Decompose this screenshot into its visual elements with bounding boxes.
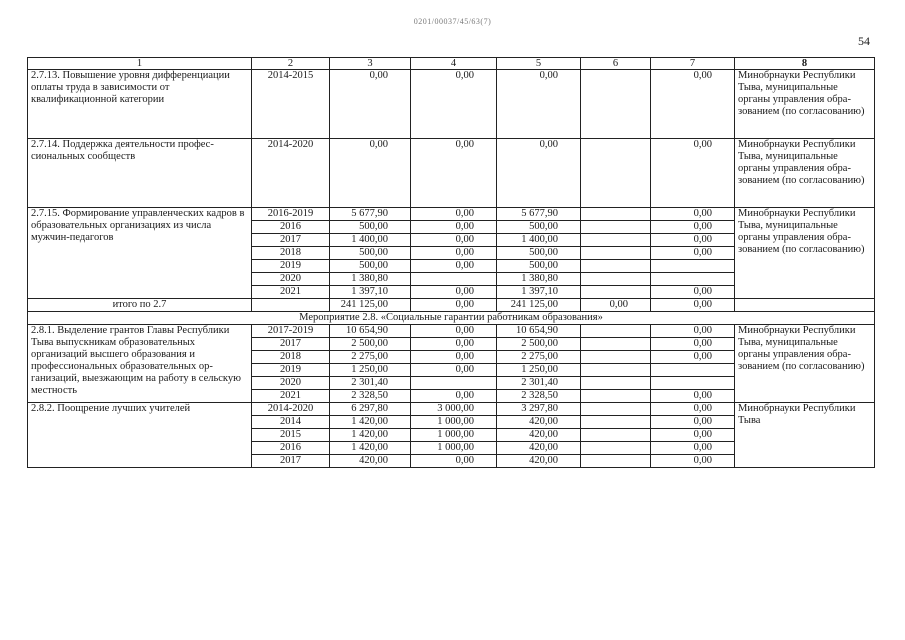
table-row xyxy=(28,403,875,416)
amount-municipal-cell xyxy=(581,377,651,390)
amount-republic-cell: 1 380,80 xyxy=(497,273,581,286)
period-cell: 2016 xyxy=(252,221,330,234)
amount-total-cell: 1 420,00 xyxy=(330,429,411,442)
amount-federal-cell: 0,00 xyxy=(411,364,497,377)
column-number-row xyxy=(28,58,875,70)
period-cell: 2014 xyxy=(252,416,330,429)
amount-republic-cell: 2 301,40 xyxy=(497,377,581,390)
budget-table-container xyxy=(27,57,875,468)
amount-other-cell: 0,00 xyxy=(651,442,735,455)
amount-municipal-cell xyxy=(581,260,651,273)
column-number: 1 xyxy=(28,58,252,70)
amount-municipal-cell xyxy=(581,364,651,377)
amount-other-cell: 0,00 xyxy=(651,403,735,416)
amount-municipal-cell xyxy=(581,70,651,139)
budget-table xyxy=(27,57,875,468)
amount-total-cell: 1 380,80 xyxy=(330,273,411,286)
amount-republic-cell: 500,00 xyxy=(497,221,581,234)
amount-other-cell: 0,00 xyxy=(651,247,735,260)
amount-republic-cell: 2 275,00 xyxy=(497,351,581,364)
amount-republic-cell: 500,00 xyxy=(497,260,581,273)
column-number: 2 xyxy=(252,58,330,70)
table-row xyxy=(28,70,875,139)
amount-municipal-cell xyxy=(581,429,651,442)
total-amount: 0,00 xyxy=(411,299,497,312)
amount-federal-cell: 0,00 xyxy=(411,70,497,139)
amount-total-cell: 500,00 xyxy=(330,221,411,234)
amount-municipal-cell xyxy=(581,234,651,247)
amount-municipal-cell xyxy=(581,273,651,286)
table-row xyxy=(28,325,875,338)
period-cell: 2017-2019 xyxy=(252,325,330,338)
total-period xyxy=(252,299,330,312)
column-number: 8 xyxy=(735,58,875,70)
amount-total-cell: 2 275,00 xyxy=(330,351,411,364)
amount-other-cell xyxy=(651,260,735,273)
amount-republic-cell: 2 328,50 xyxy=(497,390,581,403)
amount-total-cell: 0,00 xyxy=(330,139,411,208)
amount-federal-cell: 0,00 xyxy=(411,247,497,260)
amount-total-cell: 1 420,00 xyxy=(330,416,411,429)
amount-federal-cell: 0,00 xyxy=(411,351,497,364)
amount-municipal-cell xyxy=(581,221,651,234)
period-cell: 2017 xyxy=(252,455,330,468)
responsible-executor: Минобрнауки Республики Тыва xyxy=(735,403,875,468)
amount-republic-cell: 0,00 xyxy=(497,139,581,208)
section-title: Мероприятие 2.8. «Социальные гарантии работникам образования» xyxy=(28,312,875,325)
amount-federal-cell: 0,00 xyxy=(411,286,497,299)
empty-cell xyxy=(735,299,875,312)
amount-federal-cell: 0,00 xyxy=(411,221,497,234)
amount-republic-cell: 10 654,90 xyxy=(497,325,581,338)
amount-republic-cell: 420,00 xyxy=(497,416,581,429)
responsible-executor: Минобрнауки Республики Тыва, муниципальные органы управления образованием (по согласованию) xyxy=(735,208,875,299)
amount-federal-cell xyxy=(411,273,497,286)
amount-municipal-cell xyxy=(581,403,651,416)
amount-federal-cell: 0,00 xyxy=(411,390,497,403)
amount-republic-cell: 2 500,00 xyxy=(497,338,581,351)
amount-total-cell: 1 400,00 xyxy=(330,234,411,247)
measure-name: 2.8.1. Выделение грантов Главы Республики Тыва выпускникам образовательных организаций высшего образования и профессиональных образовательных организаций, выезжающим на работу в сельскую местность xyxy=(28,325,252,403)
amount-municipal-cell xyxy=(581,325,651,338)
amount-federal-cell: 3 000,00 xyxy=(411,403,497,416)
period-cell: 2019 xyxy=(252,364,330,377)
column-number: 4 xyxy=(411,58,497,70)
amount-other-cell: 0,00 xyxy=(651,390,735,403)
total-amount: 0,00 xyxy=(581,299,651,312)
amount-total-cell: 0,00 xyxy=(330,70,411,139)
amount-other-cell: 0,00 xyxy=(651,286,735,299)
measure-name: 2.7.14. Поддержка деятельности профессиональных сообществ xyxy=(28,139,252,208)
period-cell: 2016 xyxy=(252,442,330,455)
period-cell: 2014-2020 xyxy=(252,139,330,208)
period-cell: 2018 xyxy=(252,247,330,260)
period-cell: 2020 xyxy=(252,377,330,390)
column-number: 7 xyxy=(651,58,735,70)
amount-other-cell xyxy=(651,364,735,377)
amount-municipal-cell xyxy=(581,390,651,403)
column-number: 6 xyxy=(581,58,651,70)
section-title-row xyxy=(28,312,875,325)
total-amount: 241 125,00 xyxy=(497,299,581,312)
amount-municipal-cell xyxy=(581,208,651,221)
period-cell: 2017 xyxy=(252,338,330,351)
amount-federal-cell: 0,00 xyxy=(411,139,497,208)
amount-total-cell: 2 500,00 xyxy=(330,338,411,351)
amount-other-cell: 0,00 xyxy=(651,416,735,429)
amount-municipal-cell xyxy=(581,455,651,468)
amount-other-cell xyxy=(651,273,735,286)
period-cell: 2014-2020 xyxy=(252,403,330,416)
amount-federal-cell: 0,00 xyxy=(411,455,497,468)
amount-other-cell: 0,00 xyxy=(651,234,735,247)
period-cell: 2018 xyxy=(252,351,330,364)
period-cell: 2014-2015 xyxy=(252,70,330,139)
amount-municipal-cell xyxy=(581,351,651,364)
amount-municipal-cell xyxy=(581,338,651,351)
amount-municipal-cell xyxy=(581,416,651,429)
period-cell: 2019 xyxy=(252,260,330,273)
period-cell: 2015 xyxy=(252,429,330,442)
amount-total-cell: 500,00 xyxy=(330,260,411,273)
amount-republic-cell: 420,00 xyxy=(497,442,581,455)
amount-federal-cell: 0,00 xyxy=(411,325,497,338)
amount-republic-cell: 0,00 xyxy=(497,70,581,139)
amount-total-cell: 420,00 xyxy=(330,455,411,468)
responsible-executor: Минобрнауки Республики Тыва, муниципальные органы управления образованием (по согласованию) xyxy=(735,70,875,139)
amount-total-cell: 2 328,50 xyxy=(330,390,411,403)
page-number: 54 xyxy=(858,34,870,48)
amount-republic-cell: 1 400,00 xyxy=(497,234,581,247)
amount-republic-cell: 500,00 xyxy=(497,247,581,260)
measure-name: 2.7.13. Повышение уровня дифференциации оплаты труда в зависимости от квалификационной категории xyxy=(28,70,252,139)
total-row xyxy=(28,299,875,312)
period-cell: 2017 xyxy=(252,234,330,247)
amount-federal-cell: 0,00 xyxy=(411,208,497,221)
budget-table-body xyxy=(28,58,875,468)
total-amount: 241 125,00 xyxy=(330,299,411,312)
amount-other-cell xyxy=(651,377,735,390)
amount-other-cell: 0,00 xyxy=(651,208,735,221)
amount-total-cell: 2 301,40 xyxy=(330,377,411,390)
period-cell: 2020 xyxy=(252,273,330,286)
amount-republic-cell: 3 297,80 xyxy=(497,403,581,416)
amount-other-cell: 0,00 xyxy=(651,325,735,338)
amount-federal-cell: 1 000,00 xyxy=(411,442,497,455)
table-row xyxy=(28,208,875,221)
amount-other-cell: 0,00 xyxy=(651,455,735,468)
period-cell: 2016-2019 xyxy=(252,208,330,221)
amount-federal-cell: 0,00 xyxy=(411,260,497,273)
amount-total-cell: 6 297,80 xyxy=(330,403,411,416)
responsible-executor: Минобрнауки Республики Тыва, муниципальные органы управления образованием (по согласованию) xyxy=(735,325,875,403)
amount-total-cell: 1 397,10 xyxy=(330,286,411,299)
table-row xyxy=(28,139,875,208)
amount-municipal-cell xyxy=(581,247,651,260)
amount-other-cell: 0,00 xyxy=(651,429,735,442)
measure-name: 2.8.2. Поощрение лучших учителей xyxy=(28,403,252,468)
measure-name: 2.7.15. Формирование управленческих кадров в образовательных организациях из числа мужчин-педагогов xyxy=(28,208,252,299)
amount-total-cell: 1 250,00 xyxy=(330,364,411,377)
period-cell: 2021 xyxy=(252,390,330,403)
amount-other-cell: 0,00 xyxy=(651,139,735,208)
amount-total-cell: 500,00 xyxy=(330,247,411,260)
amount-republic-cell: 420,00 xyxy=(497,429,581,442)
responsible-executor: Минобрнауки Республики Тыва, муниципальные органы управления образованием (по согласованию) xyxy=(735,139,875,208)
amount-other-cell: 0,00 xyxy=(651,338,735,351)
amount-federal-cell xyxy=(411,377,497,390)
amount-republic-cell: 5 677,90 xyxy=(497,208,581,221)
amount-other-cell: 0,00 xyxy=(651,351,735,364)
amount-federal-cell: 0,00 xyxy=(411,234,497,247)
amount-other-cell: 0,00 xyxy=(651,70,735,139)
amount-federal-cell: 1 000,00 xyxy=(411,416,497,429)
column-number: 5 xyxy=(497,58,581,70)
amount-republic-cell: 1 250,00 xyxy=(497,364,581,377)
amount-total-cell: 1 420,00 xyxy=(330,442,411,455)
amount-municipal-cell xyxy=(581,139,651,208)
amount-total-cell: 5 677,90 xyxy=(330,208,411,221)
period-cell: 2021 xyxy=(252,286,330,299)
amount-federal-cell: 1 000,00 xyxy=(411,429,497,442)
amount-federal-cell: 0,00 xyxy=(411,338,497,351)
amount-republic-cell: 420,00 xyxy=(497,455,581,468)
total-label: итого по 2.7 xyxy=(28,299,252,312)
total-amount: 0,00 xyxy=(651,299,735,312)
amount-municipal-cell xyxy=(581,442,651,455)
document-code: 0201/00037/45/63(7) xyxy=(413,17,492,26)
amount-municipal-cell xyxy=(581,286,651,299)
column-number: 3 xyxy=(330,58,411,70)
amount-republic-cell: 1 397,10 xyxy=(497,286,581,299)
amount-other-cell: 0,00 xyxy=(651,221,735,234)
amount-total-cell: 10 654,90 xyxy=(330,325,411,338)
